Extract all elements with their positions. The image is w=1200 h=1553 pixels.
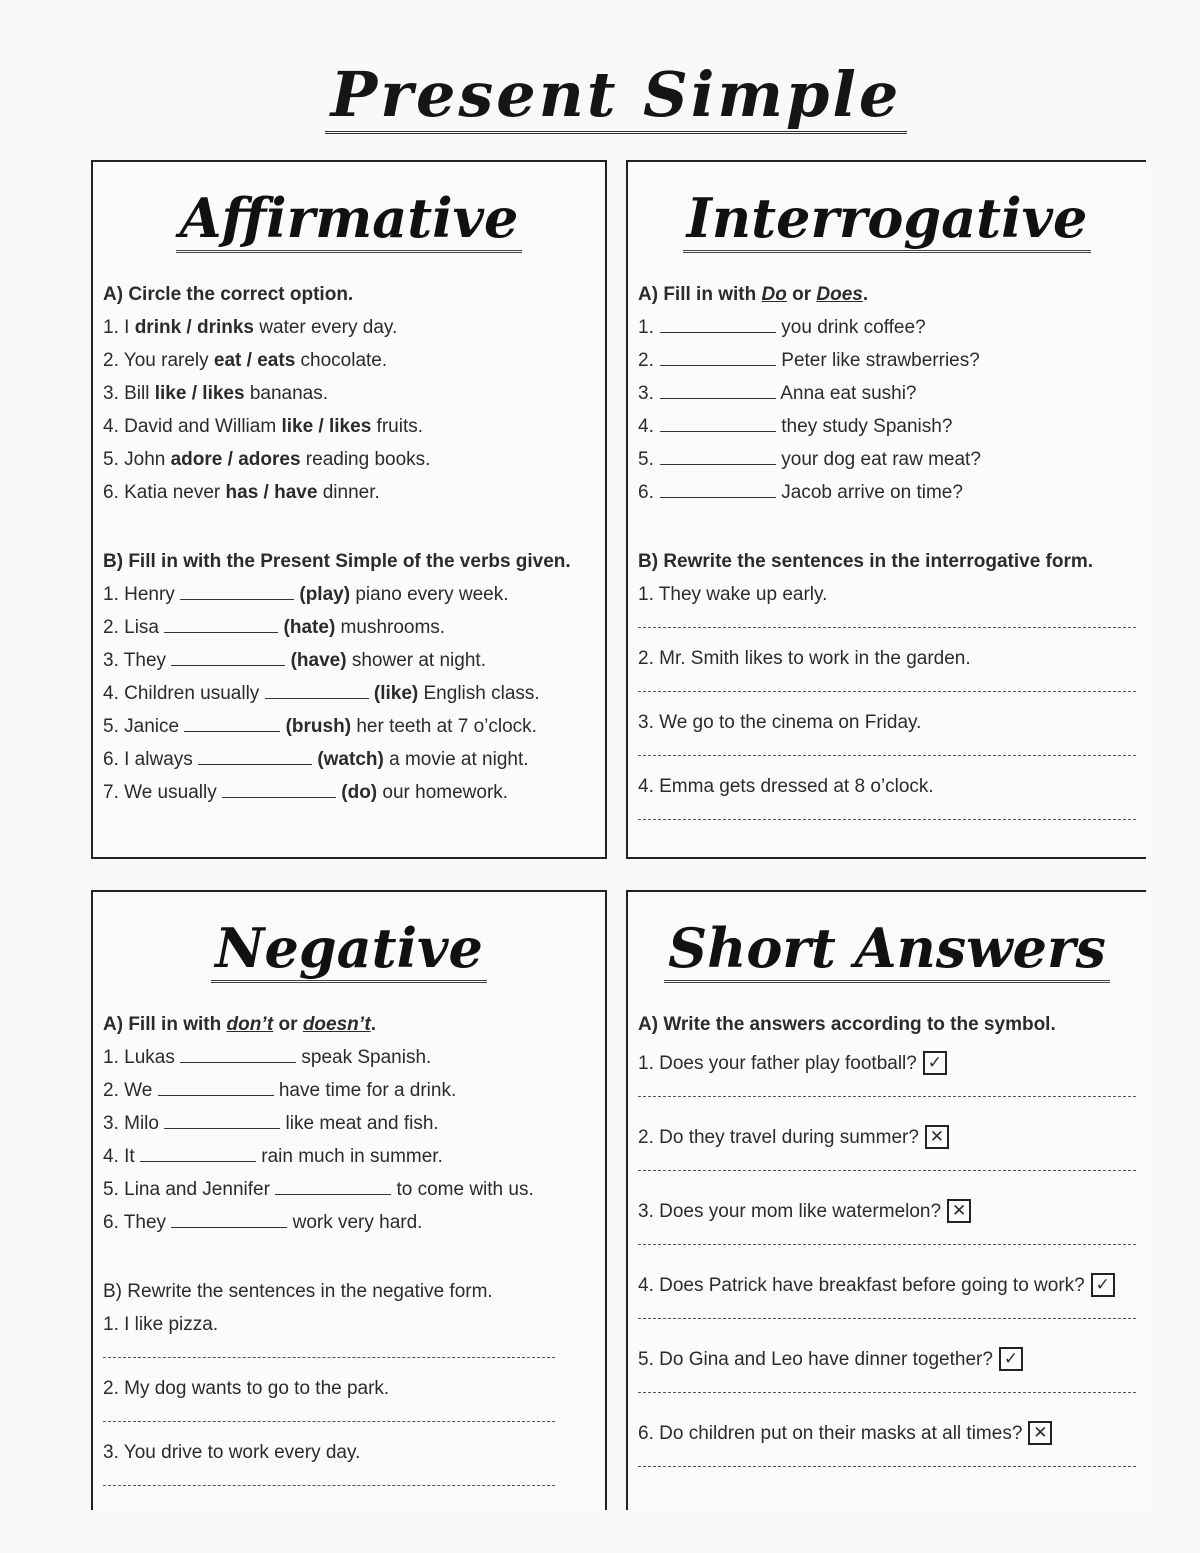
answer-blank[interactable]	[140, 1141, 256, 1162]
short-answer-item: 3. Does your mom like watermelon? ✕	[638, 1195, 1146, 1228]
check-icon: ✓	[923, 1051, 947, 1075]
answer-line[interactable]	[638, 611, 1136, 628]
answer-line[interactable]	[638, 1302, 1136, 1319]
answer-line[interactable]	[638, 675, 1136, 692]
short-answer-item: 5. Do Gina and Leo have dinner together? ✓	[638, 1343, 1146, 1376]
circle-item: 3. Bill like / likes bananas.	[103, 383, 329, 404]
answer-blank[interactable]	[660, 411, 776, 432]
short-answers-heading: Short Answers	[628, 916, 1146, 996]
fill-item: 3. Anna eat sushi?	[638, 377, 1146, 410]
answer-line[interactable]	[638, 803, 1136, 820]
answer-blank[interactable]	[660, 312, 776, 333]
fill-item: 4. they study Spanish?	[638, 410, 1146, 443]
negative-heading: Negative	[93, 916, 605, 996]
answer-line[interactable]	[638, 1376, 1136, 1393]
fill-item: 3. They (have) shower at night.	[103, 644, 605, 677]
short-answers-instructions: A) Write the answers according to the symbol.	[638, 1014, 1056, 1035]
negative-box	[91, 890, 607, 1510]
answer-line[interactable]	[638, 1154, 1136, 1171]
fill-item: 2. We have time for a drink.	[103, 1074, 605, 1107]
rewrite-item: 4. Emma gets dressed at 8 o’clock.	[638, 776, 934, 797]
answer-blank[interactable]	[660, 378, 776, 399]
fill-item: 5. Janice (brush) her teeth at 7 o’clock.	[103, 710, 605, 743]
fill-item: 2. Peter like strawberries?	[638, 344, 1146, 377]
circle-item: 2. You rarely eat / eats chocolate.	[103, 350, 388, 371]
answer-blank[interactable]	[171, 645, 285, 666]
affirmative-heading: Affirmative	[93, 186, 605, 266]
cross-icon: ✕	[947, 1199, 971, 1223]
answer-blank[interactable]	[198, 744, 312, 765]
short-answer-item: 6. Do children put on their masks at all times? ✕	[638, 1417, 1146, 1450]
answer-blank[interactable]	[180, 579, 294, 600]
interrogative-a-instructions: A) Fill in with Do or Does.	[638, 284, 869, 305]
circle-item: 6. Katia never has / have dinner.	[103, 482, 380, 503]
answer-blank[interactable]	[164, 1108, 280, 1129]
negative-a-instructions: A) Fill in with don’t or doesn’t.	[103, 1014, 377, 1035]
affirmative-a-instructions: A) Circle the correct option.	[103, 284, 354, 305]
fill-item: 5. Lina and Jennifer to come with us.	[103, 1173, 605, 1206]
fill-item: 4. Children usually (like) English class.	[103, 677, 605, 710]
answer-blank[interactable]	[164, 612, 278, 633]
answer-blank[interactable]	[222, 777, 336, 798]
fill-item: 6. I always (watch) a movie at night.	[103, 743, 605, 776]
answer-blank[interactable]	[660, 345, 776, 366]
answer-line[interactable]	[638, 1450, 1136, 1467]
answer-line[interactable]	[638, 1080, 1136, 1097]
fill-item: 1. you drink coffee?	[638, 311, 1146, 344]
answer-blank[interactable]	[660, 444, 776, 465]
answer-blank[interactable]	[171, 1207, 287, 1228]
interrogative-heading: Interrogative	[628, 186, 1146, 266]
rewrite-item: 2. Mr. Smith likes to work in the garden.	[638, 648, 971, 669]
answer-line[interactable]	[103, 1341, 555, 1358]
check-icon: ✓	[1091, 1273, 1115, 1297]
answer-blank[interactable]	[660, 477, 776, 498]
rewrite-item: 1. I like pizza.	[103, 1314, 219, 1335]
answer-line[interactable]	[103, 1469, 555, 1486]
circle-item: 5. John adore / adores reading books.	[103, 449, 431, 470]
cross-icon: ✕	[1028, 1421, 1052, 1445]
rewrite-item: 2. My dog wants to go to the park.	[103, 1378, 390, 1399]
fill-item: 7. We usually (do) our homework.	[103, 776, 605, 809]
rewrite-item: 3. You drive to work every day.	[103, 1442, 361, 1463]
short-answer-item: 2. Do they travel during summer? ✕	[638, 1121, 1146, 1154]
answer-blank[interactable]	[180, 1042, 296, 1063]
fill-item: 6. Jacob arrive on time?	[638, 476, 1146, 509]
circle-item: 1. I drink / drinks water every day.	[103, 317, 398, 338]
check-icon: ✓	[999, 1347, 1023, 1371]
fill-item: 4. It rain much in summer.	[103, 1140, 605, 1173]
answer-blank[interactable]	[265, 678, 369, 699]
fill-item: 6. They work very hard.	[103, 1206, 605, 1239]
fill-item: 3. Milo like meat and fish.	[103, 1107, 605, 1140]
answer-line[interactable]	[638, 1228, 1136, 1245]
short-answer-item: 4. Does Patrick have breakfast before going to work? ✓	[638, 1269, 1146, 1302]
interrogative-b-instructions: B) Rewrite the sentences in the interrogative form.	[638, 551, 1094, 572]
affirmative-b-instructions: B) Fill in with the Present Simple of the verbs given.	[103, 551, 571, 572]
fill-item: 1. Lukas speak Spanish.	[103, 1041, 605, 1074]
answer-line[interactable]	[103, 1405, 555, 1422]
circle-item: 4. David and William like / likes fruits.	[103, 416, 423, 437]
answer-line[interactable]	[638, 739, 1136, 756]
fill-item: 1. Henry (play) piano every week.	[103, 578, 605, 611]
fill-item: 2. Lisa (hate) mushrooms.	[103, 611, 605, 644]
affirmative-box	[91, 160, 607, 859]
answer-blank[interactable]	[184, 711, 280, 732]
short-answer-item: 1. Does your father play football? ✓	[638, 1047, 1146, 1080]
cross-icon: ✕	[925, 1125, 949, 1149]
negative-b-instructions: B) Rewrite the sentences in the negative form.	[103, 1281, 493, 1302]
interrogative-box	[626, 160, 1146, 859]
answer-blank[interactable]	[275, 1174, 391, 1195]
answer-blank[interactable]	[158, 1075, 274, 1096]
fill-item: 5. your dog eat raw meat?	[638, 443, 1146, 476]
short-answers-box	[626, 890, 1146, 1510]
page-title: Present Simple	[0, 58, 1200, 131]
rewrite-item: 1. They wake up early.	[638, 584, 828, 605]
rewrite-item: 3. We go to the cinema on Friday.	[638, 712, 922, 733]
